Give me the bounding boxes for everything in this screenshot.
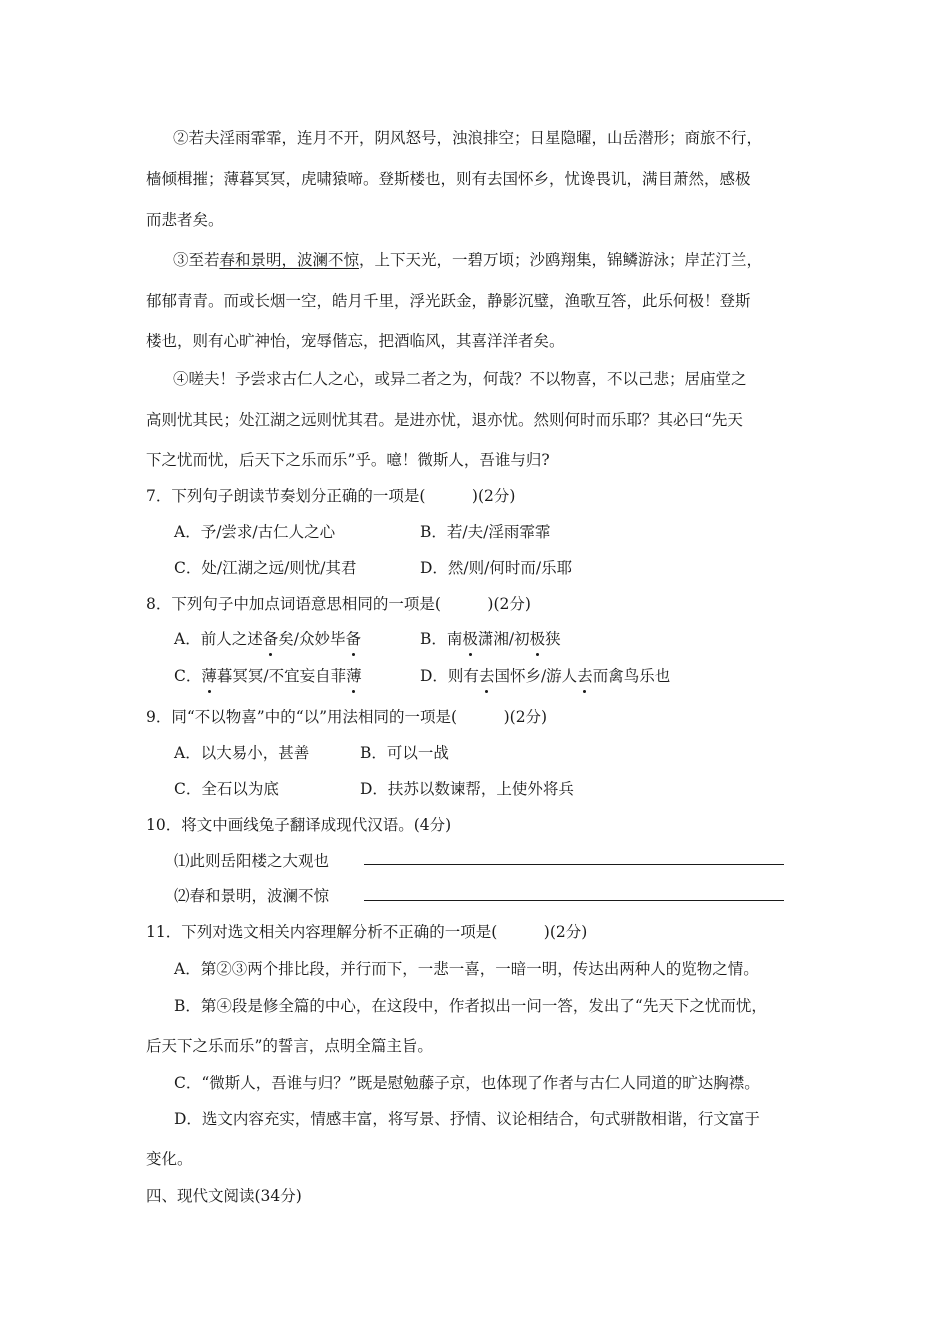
passage-p3-line2: 郁郁青青。而或长烟一空，皓月千里，浮光跃金，静影沉璧，渔歌互答，此乐何极！登斯 <box>146 292 751 310</box>
passage-p2-line2: 樯倾楫摧；薄暮冥冥，虎啸猿啼。登斯楼也，则有去国怀乡，忧谗畏讥，满目萧然，感极 <box>146 170 751 188</box>
q8-option-b <box>420 627 561 649</box>
passage-p3-pre: ③至若 <box>173 251 220 269</box>
passage-p3-line1 <box>173 248 762 270</box>
q11-option-a: A．第②③两个排比段，并行而下，一悲一喜，一暗一明，传达出两种人的览物之情。 <box>174 960 759 978</box>
q8-a-text: 矣/众妙毕 <box>278 630 346 648</box>
q10-item-1: ⑴此则岳阳楼之大观也 <box>174 852 330 870</box>
q11-option-b-line2: 后天下之乐而乐”的誓言，点明全篇主旨。 <box>146 1037 433 1055</box>
emphasis-dot-char: 去 <box>577 664 593 686</box>
passage-p4-line2: 高则忧其民；处江湖之远则忧其君。是进亦忧，退亦忧。然则何时而乐耶？其必曰“先天 <box>146 411 743 429</box>
q8-b-text: 潇湘/初 <box>477 630 530 648</box>
q7-option-d: D．然/则/何时而/乐耶 <box>420 559 573 577</box>
q8-stem: 8．下列句子中加点词语意思相同的一项是( )(2分) <box>146 595 531 613</box>
q11-option-c: C．“微斯人，吾谁与归？”既是慰勉藤子京，也体现了作者与古仁人同道的旷达胸襟。 <box>174 1074 760 1092</box>
emphasis-dot-char: 极 <box>462 627 478 649</box>
q7-stem: 7．下列句子朗读节奏划分正确的一项是( )(2分) <box>146 487 516 505</box>
q11-option-b-line1: B．第④段是修全篇的中心，在这段中，作者拟出一问一答，发出了“先天下之忧而忧， <box>174 997 767 1015</box>
q8-c-text: C． <box>174 667 202 685</box>
underlined-sentence: 春和景明，波澜不惊 <box>219 251 360 269</box>
q7-option-c: C．处/江湖之远/则忧/其君 <box>174 559 357 577</box>
passage-p2-line1: ②若夫淫雨霏霏，连月不开，阴风怒号，浊浪排空；日星隐曜，山岳潜形；商旅不行， <box>173 129 763 147</box>
q9-option-d: D．扶苏以数谏帮，上使外将兵 <box>360 780 574 798</box>
emphasis-dot-char: 备 <box>345 627 361 649</box>
answer-blank-1[interactable] <box>364 864 784 865</box>
q7-option-a: A．予/尝求/古仁人之心 <box>174 523 336 541</box>
passage-p4-line3: 下之忧而忧，后天下之乐而乐”乎。噫！微斯人，吾谁与归? <box>146 451 550 469</box>
q8-option-d <box>420 664 670 686</box>
emphasis-dot-char: 薄 <box>201 664 217 686</box>
q8-option-c <box>174 664 362 686</box>
q9-option-c: C．全石以为底 <box>174 780 279 798</box>
emphasis-dot-char: 备 <box>263 627 279 649</box>
q8-b-text: 狭 <box>545 630 561 648</box>
q10-stem: 10．将文中画线兔子翻译成现代汉语。(4分) <box>146 816 452 834</box>
q11-option-d-line2: 变化。 <box>146 1150 193 1168</box>
q10-item-2: ⑵春和景明，波澜不惊 <box>174 887 330 905</box>
q8-b-text: B．南 <box>420 630 463 648</box>
passage-p3-line3: 楼也，则有心旷神怡，宠辱偕忘，把酒临风，其喜洋洋者矣。 <box>146 332 565 350</box>
q8-d-text: 国怀乡/游人 <box>494 667 578 685</box>
emphasis-dot-char: 极 <box>530 627 546 649</box>
q8-option-a <box>174 627 361 649</box>
q8-c-text: 暮冥冥/不宜妄自菲 <box>216 667 347 685</box>
q7-option-b: B．若/夫/淫雨霏霏 <box>420 523 551 541</box>
section-heading: 四、现代文阅读(34分) <box>146 1187 302 1205</box>
q11-stem: 11．下列对选文相关内容理解分析不正确的一项是( )(2分) <box>146 923 588 941</box>
passage-p3-post: ，上下天光，一碧万顷；沙鸥翔集，锦鳞游泳；岸芷汀兰， <box>359 251 763 269</box>
q9-stem: 9．同“不以物喜”中的“以”用法相同的一项是( )(2分) <box>146 708 548 726</box>
q11-option-d-line1: D．选文内容充实，情感丰富，将写景、抒情、议论相结合，句式骈散相谐，行文富于 <box>174 1110 760 1128</box>
q9-option-b: B．可以一战 <box>360 744 449 762</box>
emphasis-dot-char: 薄 <box>346 664 362 686</box>
q9-option-a: A．以大易小，甚善 <box>174 744 310 762</box>
emphasis-dot-char: 去 <box>479 664 495 686</box>
q8-d-text: 而禽鸟乐也 <box>592 667 671 685</box>
q8-a-text: A．前人之述 <box>174 630 263 648</box>
answer-blank-2[interactable] <box>364 900 784 901</box>
passage-p2-line3: 而悲者矣。 <box>146 211 224 229</box>
q8-d-text: D．则有 <box>420 667 479 685</box>
passage-p4-line1: ④嗟夫！予尝求古仁人之心，或异二者之为，何哉？不以物喜，不以己悲；居庙堂之 <box>173 370 747 388</box>
